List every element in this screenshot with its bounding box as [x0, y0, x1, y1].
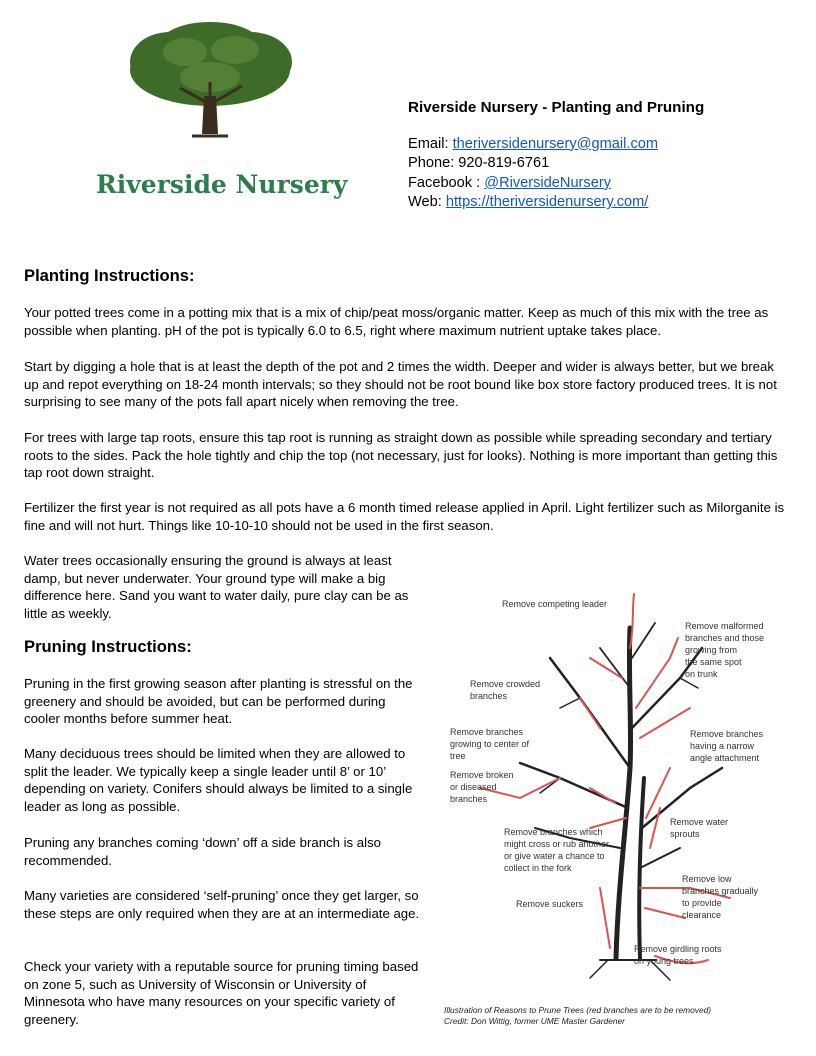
- planting-paragraph: Water trees occasionally ensuring the ground is always at least damp, but never underwater. Your ground type will make a big difference here. Sand you want to water daily, pure clay can be as little as weekly.: [24, 553, 409, 621]
- pruning-paragraph: Pruning any branches coming ‘down’ off a side branch is also recommended.: [24, 835, 382, 868]
- label-narrow-angle: Remove branches having a narrow angle attachment: [690, 729, 764, 763]
- facebook-line: [408, 174, 704, 194]
- planting-paragraph: Your potted trees come in a potting mix that is a mix of chip/peat moss/organic matter. Keep as much of this mix with the tree as possible when planting. pH of the pot is typically 6.0 to 6.5, right where maximum nutrient uptake takes place.: [24, 305, 769, 338]
- oak-tree-icon: [120, 22, 300, 142]
- pruning-paragraph: Pruning in the first growing season after planting is stressful on the greenery and should be avoided, but can be performed during cooler months before summer heat.: [24, 676, 413, 727]
- logo-text: Riverside Nursery: [96, 170, 348, 199]
- email-line: [408, 135, 704, 155]
- web-link[interactable]: https://theriversidenursery.com/: [445, 194, 649, 211]
- label-low-branches: Remove low branches gradually to provide clearance: [682, 874, 759, 920]
- phone-line: Phone: 920-819-6761: [408, 155, 550, 172]
- pruning-paragraph: Check your variety with a reputable source for pruning timing based on zone 5, such as University of Wisconsin or University of Minnesota who have many resources on your specific variety of greenery.: [24, 959, 419, 1027]
- document-title: Riverside Nursery - Planting and Pruning: [408, 99, 705, 116]
- pruning-paragraph: Many deciduous trees should be limited when they are allowed to split the leader. We typically keep a single leader until 8’ or 10’ depending on variety. Conifers should always be limited to a single leader as long as possible.: [24, 746, 413, 814]
- email-label: Email:: [408, 135, 453, 152]
- label-crowded-branches: Remove crowded branches: [470, 679, 541, 701]
- label-center-branches: Remove branches growing to center of tree: [450, 727, 530, 761]
- label-girdling-roots: Remove girdling roots on young trees: [634, 944, 722, 966]
- label-water-sprouts: Remove water sprouts: [670, 817, 729, 839]
- label-cross-rub: Remove branches which might cross or rub another or give water a chance to collect in the fork: [504, 827, 610, 873]
- label-broken-branches: Remove broken or diseased branches: [450, 770, 514, 804]
- web-label: Web:: [408, 194, 446, 211]
- web-line: [408, 193, 704, 213]
- diagram-credit: Credit: Don Wittig, former UME Master Gardener: [444, 1016, 625, 1026]
- pruning-heading: Pruning Instructions:: [24, 637, 192, 656]
- planting-paragraph: For trees with large tap roots, ensure this tap root is running as straight down as possible while spreading secondary and tertiary roots to the sides. Pack the hole tightly and chip the top (not necessary, just for looks). Nothing is more important than getting this tap root down straight.: [24, 430, 778, 481]
- contact-block: [408, 98, 704, 213]
- facebook-link[interactable]: @RiversideNursery: [484, 174, 611, 191]
- diagram-caption: Illustration of Reasons to Prune Trees (red branches are to be removed): [444, 1005, 712, 1015]
- label-malformed-branches: Remove malformed branches and those growing from the same spot on trunk: [685, 621, 765, 679]
- pruning-diagram: [440, 588, 780, 1033]
- planting-heading: Planting Instructions:: [24, 266, 195, 285]
- logo: [90, 22, 348, 199]
- facebook-label: Facebook :: [408, 174, 485, 191]
- email-link[interactable]: theriversidenursery@gmail.com: [452, 135, 659, 152]
- planting-paragraph: Start by digging a hole that is at least the depth of the pot and 2 times the width. Deeper and wider is always better, but we break up and repot everything on 18-24 month intervals; so they should not be root bound like box store factory produced trees. It is not surprising to see many of the pots fall apart nicely when removing the tree.: [24, 359, 777, 410]
- pruning-paragraph: Many varieties are considered ‘self-pruning’ once they get larger, so these steps are only required when they are at an intermediate age.: [24, 888, 420, 921]
- planting-paragraph: Fertilizer the first year is not required as all pots have a 6 month timed release applied in April. Light fertilizer such as Milorganite is fine and will not hurt. Things like 10-10-10 should not be used in the first season.: [24, 500, 785, 533]
- label-suckers: Remove suckers: [516, 899, 584, 909]
- label-competing-leader: Remove competing leader: [502, 599, 608, 609]
